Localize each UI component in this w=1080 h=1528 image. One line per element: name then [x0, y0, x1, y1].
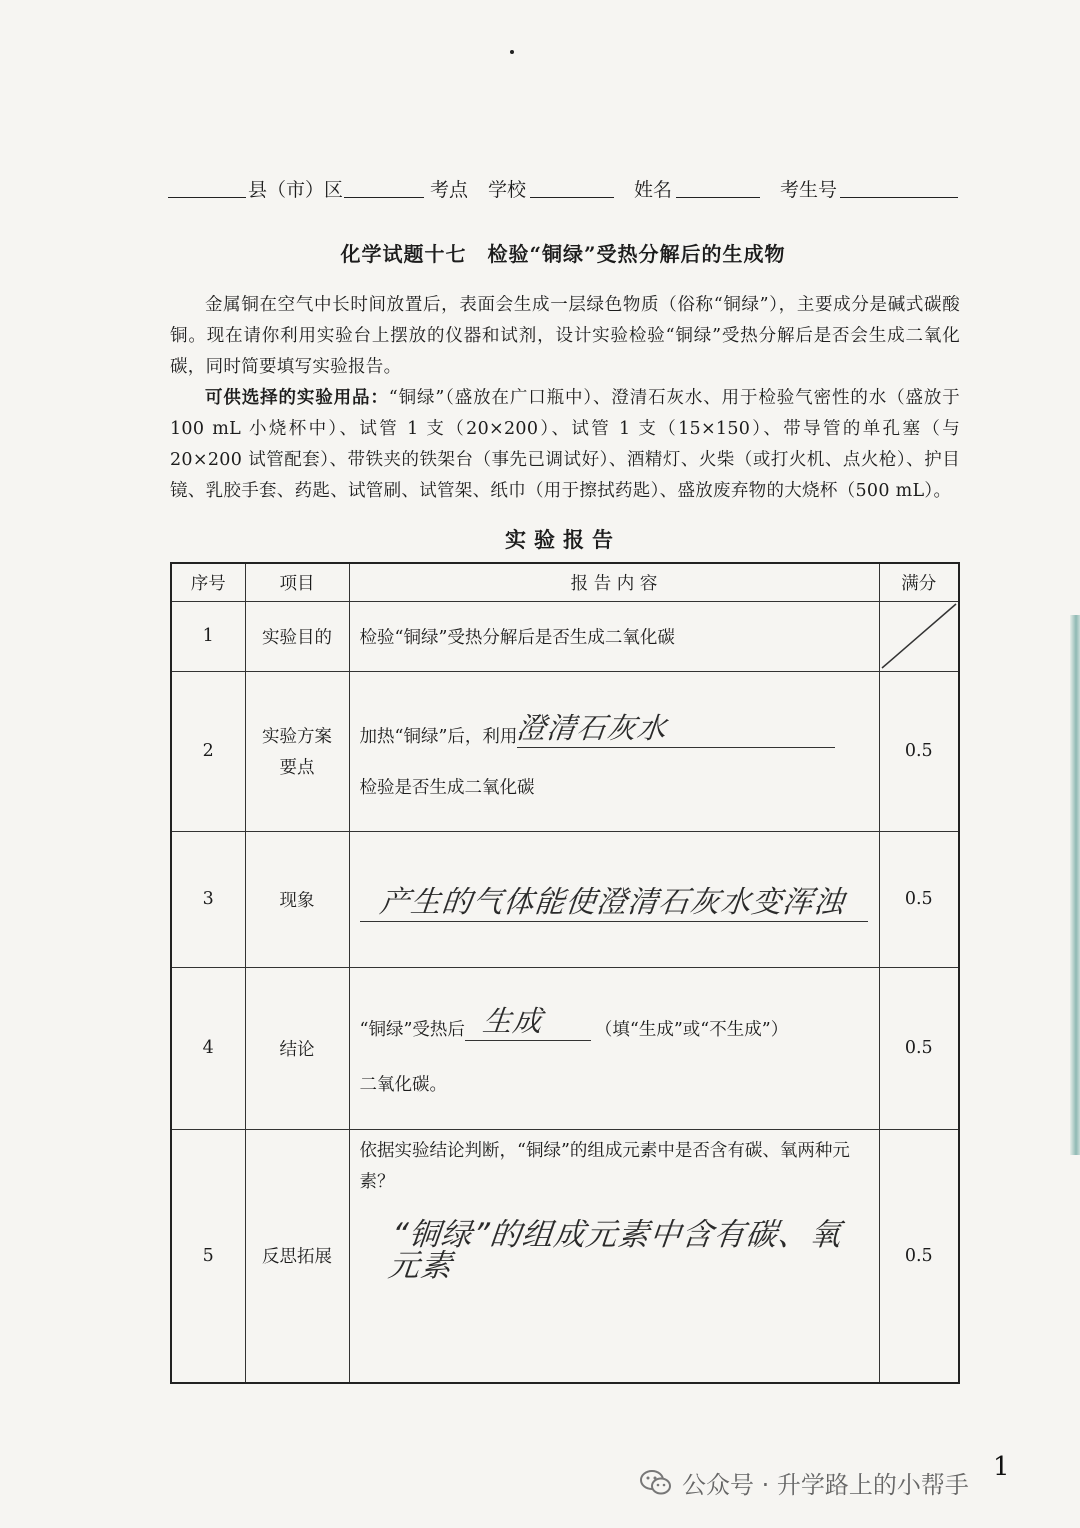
table-row [171, 831, 959, 967]
materials-text: “铜绿”（盛放在广口瓶中）、澄清石灰水、用于检验气密性的水（盛放于 100 mL 小烧杯中）、试管 1 支（20×200）、试管 1 支（15×150）、带导管的单孔塞（与 20×200 试管配套）、带铁夹的铁架台（事先已调试好）、酒精灯、火柴（或打火机、点火枪）、护目镜、乳胶手套、药匙、试管刷、试管架、纸巾（用于擦拭药匙）、盛放废弃物的大烧杯（500 mL）。 [170, 388, 960, 501]
conclusion-suffix: 二氧化碳。 [359, 1074, 447, 1095]
row-item: 实验目的 [245, 601, 349, 671]
diagonal-slash [880, 602, 958, 670]
plan-answer-handwriting: 澄清石灰水 [515, 710, 670, 745]
row-score: 0.5 [879, 671, 959, 831]
table-row [171, 1129, 959, 1383]
exam-site-label: 考点 [430, 179, 469, 201]
row-no: 4 [171, 967, 245, 1129]
conclusion-prefix: “铜绿”受热后 [359, 1019, 465, 1040]
table-header-row [171, 563, 959, 601]
table-row [171, 601, 959, 671]
row-score-empty [879, 601, 959, 671]
scan-dot [510, 50, 514, 54]
wechat-icon [640, 1469, 672, 1497]
row-no: 1 [171, 601, 245, 671]
row-no: 2 [171, 671, 245, 831]
exam-number-blank [840, 197, 958, 198]
row-content [349, 831, 879, 967]
exam-site-blank [344, 197, 424, 198]
row-score: 0.5 [879, 1129, 959, 1383]
row-content [349, 671, 879, 831]
row-item-line2: 要点 [279, 758, 315, 778]
plan-prefix: 加热“铜绿”后，利用 [359, 726, 518, 747]
header-score: 满分 [879, 563, 959, 601]
row-no: 5 [171, 1129, 245, 1383]
header-item: 项目 [245, 563, 349, 601]
row-content: 检验“铜绿”受热分解后是否生成二氧化碳 [349, 601, 879, 671]
reflection-question: 依据实验结论判断，“铜绿”的组成元素中是否含有碳、氧两种元素？ [359, 1140, 850, 1192]
exam-number-label: 考生号 [780, 179, 838, 201]
name-label: 姓名 [634, 179, 673, 201]
report-table [170, 562, 960, 1384]
county-label: 县（市）区 [248, 179, 344, 201]
materials-paragraph [170, 383, 960, 507]
header-no: 序号 [171, 563, 245, 601]
table-row [171, 671, 959, 831]
row-item: 反思拓展 [245, 1129, 349, 1383]
conclusion-hint: （填“生成”或“不生成”） [594, 1019, 789, 1040]
header-content: 报 告 内 容 [349, 563, 879, 601]
page-number: 1 [993, 1452, 1010, 1482]
row-item: 现象 [245, 831, 349, 967]
name-blank [676, 197, 760, 198]
school-blank [530, 197, 614, 198]
row-score: 0.5 [879, 831, 959, 967]
school-label: 学校 [488, 179, 527, 201]
county-blank [168, 197, 246, 198]
intro-paragraph: 金属铜在空气中长时间放置后，表面会生成一层绿色物质（俗称“铜绿”），主要成分是碱式碳酸铜。现在请你利用实验台上摆放的仪器和试剂，设计实验检验“铜绿”受热分解后是否会生成二氧化碳，同时简要填写实验报告。 [170, 295, 960, 377]
table-row [171, 967, 959, 1129]
phenomenon-answer-handwriting: 产生的气体能使澄清石灰水变浑浊 [377, 884, 846, 920]
plan-suffix: 检验是否生成二氧化碳 [359, 777, 535, 798]
page-title: 化学试题十七 检验“铜绿”受热分解后的生成物 [340, 242, 786, 266]
row-content [349, 1129, 879, 1383]
conclusion-answer-handwriting: 生成 [480, 1003, 545, 1038]
watermark-text: 公众号 · 升学路上的小帮手 [682, 1471, 969, 1499]
reflection-answer-handwriting: “铜绿”的组成元素中含有碳、氧元素 [386, 1216, 844, 1284]
student-info-header [168, 175, 958, 205]
page-edge-decoration [1070, 615, 1080, 1155]
materials-label: 可供选择的实验用品： [205, 388, 389, 408]
row-content [349, 967, 879, 1129]
row-item [245, 671, 349, 831]
row-score: 0.5 [879, 967, 959, 1129]
row-no: 3 [171, 831, 245, 967]
row-item: 结论 [245, 967, 349, 1129]
row-item-line1: 实验方案 [262, 727, 332, 747]
watermark [640, 1465, 969, 1500]
report-title: 实验报告 [505, 527, 621, 552]
